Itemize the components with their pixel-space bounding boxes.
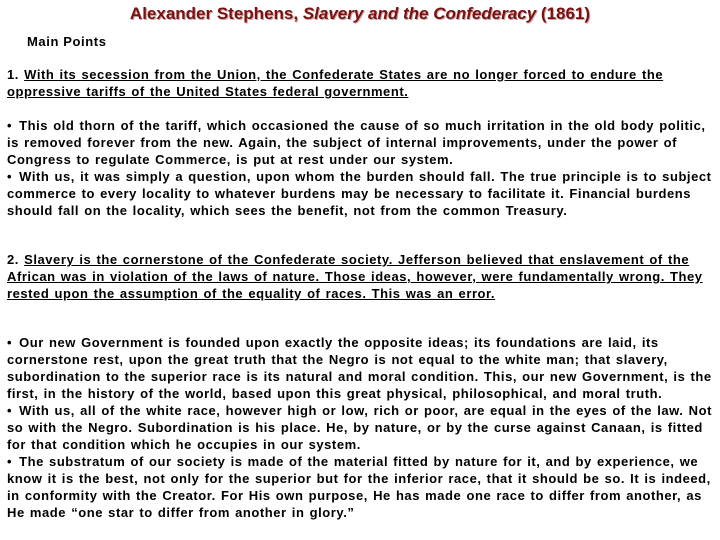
quote-1-2	[7, 168, 715, 219]
page-title	[0, 4, 720, 24]
point-2-text: Slavery is the cornerstone of the Confederate society. Jefferson believed that enslavement of the African was in violation of the laws of nature. Those ideas, however, were fundamentally wrong. They rested upon the assumption of the equality of races. This was an error.	[7, 252, 703, 301]
bullet-icon: •	[7, 403, 13, 418]
quote-1-2-text: With us, it was simply a question, upon whom the burden should fall. The true principle is to subject commerce to every locality to whatever burdens may be necessary to facilitate it. Financial burdens should fall on the locality, which sees the benefit, not from the common Treasury.	[7, 169, 712, 218]
bullet-icon: •	[7, 454, 13, 469]
point-2	[7, 251, 715, 302]
quote-2-2	[7, 402, 715, 453]
point-1-number: 1.	[7, 67, 25, 82]
bullet-icon: •	[7, 118, 13, 133]
point-2-number: 2.	[7, 252, 25, 267]
quote-1-1-text: This old thorn of the tariff, which occasioned the cause of so much irritation in the old body politic, is removed forever from the new. Again, the subject of internal improvements, under the power of Congress to regulate Commerce, is put at rest under our system.	[7, 118, 706, 167]
point-1	[7, 66, 715, 100]
bullet-icon: •	[7, 335, 13, 350]
quotes-1	[7, 117, 715, 219]
title-prefix: Alexander Stephens,	[129, 4, 303, 23]
quotes-2	[7, 334, 715, 521]
quote-2-1-text: Our new Government is founded upon exactly the opposite ideas; its foundations are laid, its cornerstone rest, upon the great truth that the Negro is not equal to the white man; that slavery, subordination to the superior race is its natural and moral condition. This, our new Government, is the first, in the history of the world, based upon this great physical, philosophical, and moral truth.	[7, 335, 712, 401]
bullet-icon: •	[7, 169, 13, 184]
quote-2-3-text: The substratum of our society is made of the material fitted by nature for it, and by experience, we know it is the best, not only for the superior but for the inferior race, that it should be so. It is indeed, in conformity with the Creator. For His own purpose, He has made one race to differ from another, as He made “one star to differ from another in glory.”	[7, 454, 711, 520]
quote-2-3	[7, 453, 715, 521]
quote-1-1	[7, 117, 715, 168]
quote-2-2-text: With us, all of the white race, however high or low, rich or poor, are equal in the eyes of the law. Not so with the Negro. Subordination is his place. He, by nature, or by the curse against Canaan, is fitted for that condition which he occupies in our system.	[7, 403, 712, 452]
title-suffix: (1861)	[536, 4, 591, 23]
point-1-text: With its secession from the Union, the Confederate States are no longer forced to endure the oppressive tariffs of the United States federal government.	[7, 67, 664, 99]
main-points-heading: Main Points	[27, 34, 107, 49]
quote-2-1	[7, 334, 715, 402]
title-work: Slavery and the Confederacy	[302, 4, 537, 23]
